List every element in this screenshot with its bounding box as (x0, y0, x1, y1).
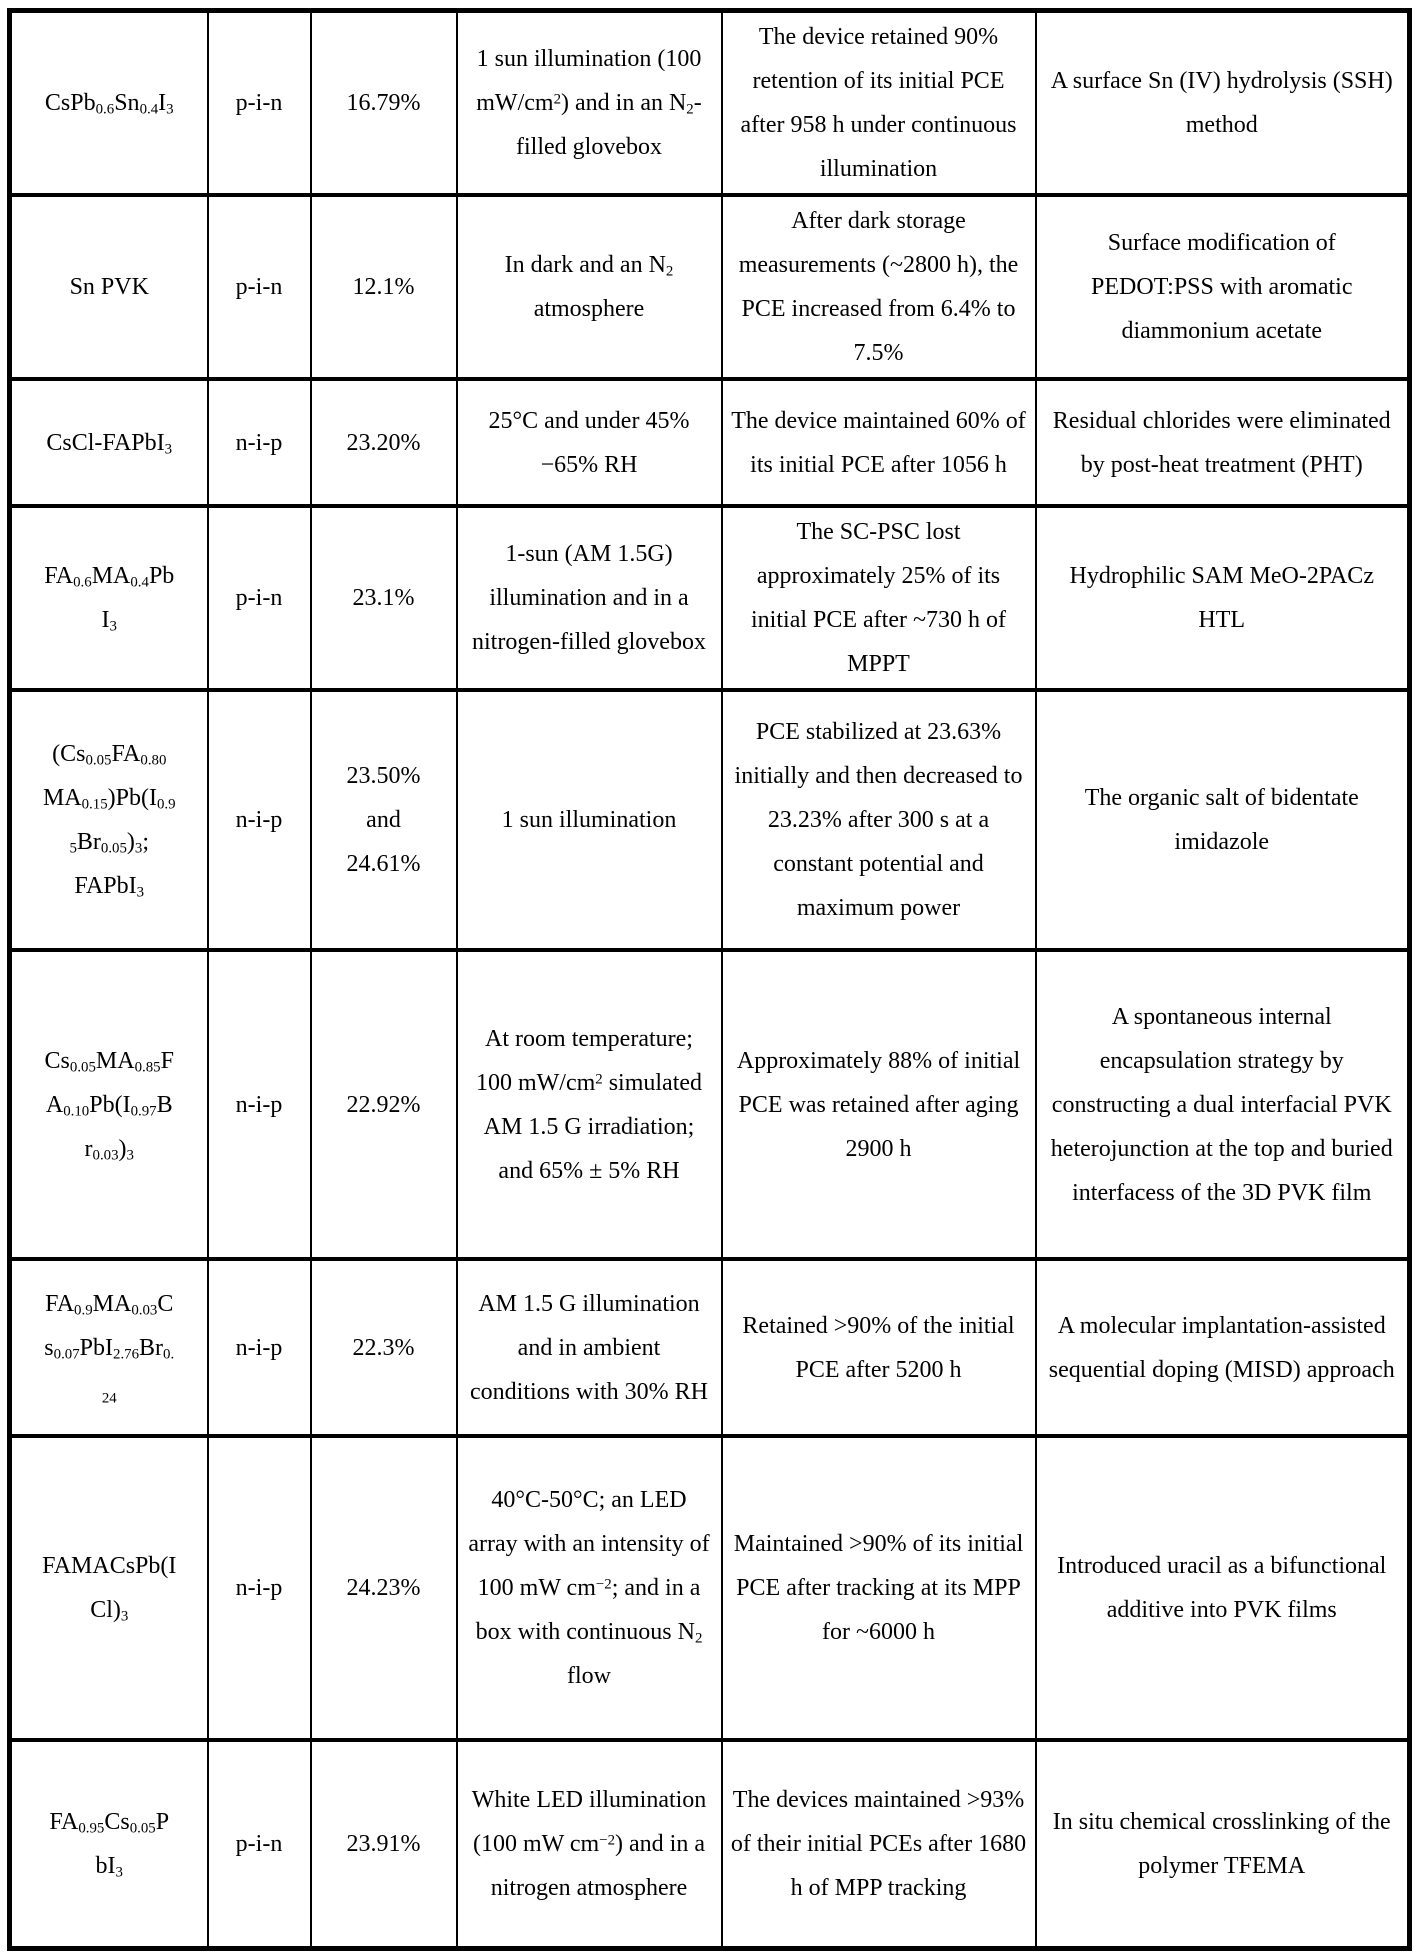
cell-conditions: 40°C-50°C; an LED array with an intensity of 100 mW $cm^{-2}$; and in a box with continuous $N_2$ flow (457, 1436, 722, 1740)
cell-architecture: n-i-p (208, 950, 311, 1259)
cell-pce: 16.79% (311, 11, 457, 196)
cell-material: CsCl-FAPbI$_3$ (10, 379, 208, 506)
table-row (10, 1436, 1410, 1740)
table-row (10, 11, 1410, 196)
stability-table-body (10, 11, 1410, 1949)
cell-material: $CsPb_{0.6}Sn_{0.4}I_3$ (10, 11, 208, 196)
cell-pce: 22.92% (311, 950, 457, 1259)
cell-conditions: AM 1.5 G illumination and in ambient conditions with 30% RH (457, 1259, 722, 1436)
cell-approach: Introduced uracil as a bifunctional additive into PVK films (1036, 1436, 1410, 1740)
stability-table (7, 8, 1412, 1951)
cell-material: Sn PVK (10, 195, 208, 379)
cell-material: ($Cs_{0.05}FA_{0.80}$ $MA_{0.15})Pb(I_{0.9}$ $_5Br_{0.05})_3$; FAPbI$_3$ (10, 690, 208, 950)
cell-pce: 23.1% (311, 506, 457, 690)
table-row (10, 1259, 1410, 1436)
cell-pce: 22.3% (311, 1259, 457, 1436)
cell-pce: 23.50% and 24.61% (311, 690, 457, 950)
cell-pce: 12.1% (311, 195, 457, 379)
cell-conditions: At room temperature; 100 $mW/cm^2$ simulated AM 1.5 G irradiation; and 65% ± 5% RH (457, 950, 722, 1259)
cell-stability: The device retained 90% retention of its initial PCE after 958 h under continuous illumination (722, 11, 1036, 196)
cell-approach: A surface Sn (IV) hydrolysis (SSH) method (1036, 11, 1410, 196)
cell-conditions: In dark and an $N_2$ atmosphere (457, 195, 722, 379)
cell-architecture: p-i-n (208, 506, 311, 690)
cell-stability: Maintained >90% of its initial PCE after tracking at its MPP for ~6000 h (722, 1436, 1036, 1740)
cell-conditions: 1 sun illumination (100 $mW/cm^2$) and in an $N_2$-filled glovebox (457, 11, 722, 196)
cell-approach: In situ chemical crosslinking of the polymer TFEMA (1036, 1740, 1410, 1948)
cell-stability: The device maintained 60% of its initial PCE after 1056 h (722, 379, 1036, 506)
cell-architecture: n-i-p (208, 1436, 311, 1740)
cell-pce: 23.91% (311, 1740, 457, 1948)
table-row (10, 1740, 1410, 1948)
cell-approach: A spontaneous internal encapsulation strategy by constructing a dual interfacial PVK heterojunction at the top and buried interfacess of the 3D PVK film (1036, 950, 1410, 1259)
cell-pce: 23.20% (311, 379, 457, 506)
cell-conditions: White LED illumination (100 mW $cm^{-2}$) and in a nitrogen atmosphere (457, 1740, 722, 1948)
cell-architecture: n-i-p (208, 379, 311, 506)
cell-stability: The devices maintained >93% of their initial PCEs after 1680 h of MPP tracking (722, 1740, 1036, 1948)
cell-material: FAMACsPb(I $Cl)_3$ (10, 1436, 208, 1740)
cell-stability: Approximately 88% of initial PCE was retained after aging 2900 h (722, 950, 1036, 1259)
cell-architecture: n-i-p (208, 1259, 311, 1436)
cell-stability: Retained >90% of the initial PCE after 5200 h (722, 1259, 1036, 1436)
cell-approach: Hydrophilic SAM MeO-2PACz HTL (1036, 506, 1410, 690)
cell-conditions: 1 sun illumination (457, 690, 722, 950)
cell-conditions: 25°C and under 45%−65% RH (457, 379, 722, 506)
cell-approach: A molecular implantation-assisted sequential doping (MISD) approach (1036, 1259, 1410, 1436)
cell-architecture: p-i-n (208, 195, 311, 379)
cell-architecture: n-i-p (208, 690, 311, 950)
cell-stability: PCE stabilized at 23.63% initially and then decreased to 23.23% after 300 s at a constant potential and maximum power (722, 690, 1036, 950)
cell-approach: Surface modification of PEDOT:PSS with aromatic diammonium acetate (1036, 195, 1410, 379)
table-row (10, 950, 1410, 1259)
cell-conditions: 1-sun (AM 1.5G) illumination and in a nitrogen-filled glovebox (457, 506, 722, 690)
table-row (10, 506, 1410, 690)
cell-approach: Residual chlorides were eliminated by post-heat treatment (PHT) (1036, 379, 1410, 506)
table-row (10, 195, 1410, 379)
table-row (10, 690, 1410, 950)
cell-material: $Cs_{0.05}MA_{0.85}F$ $A_{0.10}Pb(I_{0.97}B$ $r_{0.03})_3$ (10, 950, 208, 1259)
cell-material: $FA_{0.95}Cs_{0.05}P$ $bI_3$ (10, 1740, 208, 1948)
cell-stability: After dark storage measurements (~2800 h), the PCE increased from 6.4% to 7.5% (722, 195, 1036, 379)
cell-material: $FA_{0.9}MA_{0.03}C$ $s_{0.07}PbI_{2.76}Br_{0.}$ $_{24}$ (10, 1259, 208, 1436)
cell-stability: The SC-PSC lost approximately 25% of its initial PCE after ~730 h of MPPT (722, 506, 1036, 690)
cell-architecture: p-i-n (208, 11, 311, 196)
table-row (10, 379, 1410, 506)
cell-approach: The organic salt of bidentate imidazole (1036, 690, 1410, 950)
cell-architecture: p-i-n (208, 1740, 311, 1948)
cell-material: $FA_{0.6}MA_{0.4}Pb$ $I_3$ (10, 506, 208, 690)
cell-pce: 24.23% (311, 1436, 457, 1740)
